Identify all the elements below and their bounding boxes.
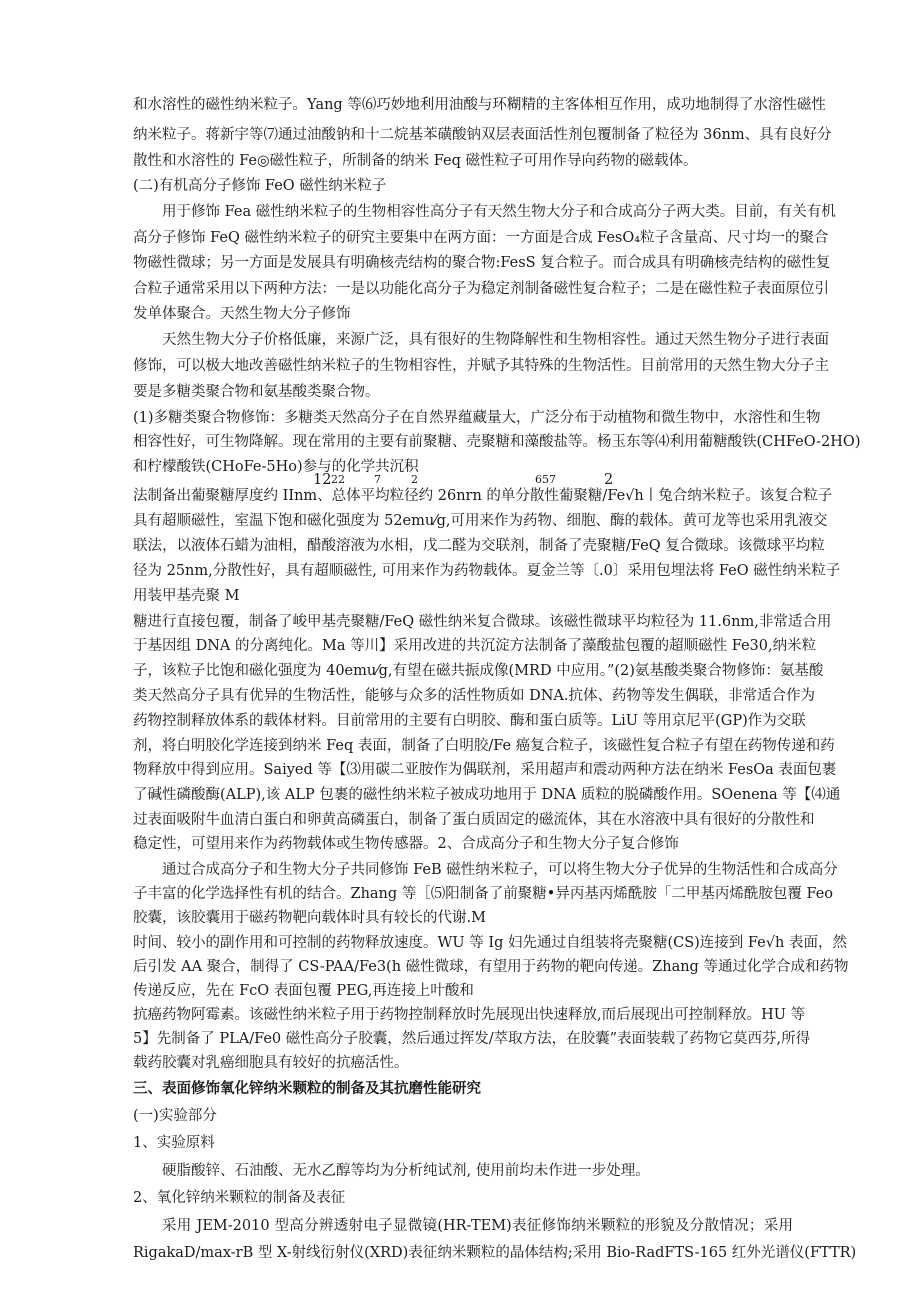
text-line: 胶囊，该胶囊用于磁药物靶向载体时具有较长的代谢.M — [133, 910, 486, 926]
text-line: 于基因组 DNA 的分离纯化。Ma 等川】采用改进的共沉淀方法制备了藻酸盐包覆的超顺磁性 Fe30,纳米粒 — [133, 638, 817, 654]
text-line: 时间、较小的副作用和可控制的药物释放速度。WU 等 Ig 妇先通过自组装将壳聚糖(CS)连接到 Fe√h 表面，然 — [133, 935, 847, 951]
subsection-heading: (一)实验部分 — [133, 1108, 217, 1124]
text-line: 高分子修饰 FeQ 磁性纳米粒子的研究主要集中在两方面：一方面是合成 FesO₄粒子含量高、尺寸均一的聚合 — [133, 230, 829, 246]
text-line: RigakaD/max-rB 型 X-射线衍射仪(XRD)表征纳米颗粒的晶体结构;采用 Bio-RadFTS-165 红外光谱仪(FTTR) — [133, 1245, 857, 1261]
text-line: 天然生物大分子价格低廉，来源广泛，具有很好的生物降解性和生物相容性。通过天然生物分子进行表面 — [162, 332, 829, 348]
text-line: 径为 25nm,分散性好，具有超顺磁性, 可用来作为药物载体。夏金兰等〔.0〕采用包埋法将 FeO 磁性纳米粒子 — [133, 563, 841, 579]
text-line: 过表面吸附牛血清白蛋白和卵黄高磷蛋白，制备了蛋白质固定的磁流体，其在水溶液中具有很好的分散性和 — [133, 812, 815, 828]
text-line: (1)多糖类聚合物修饰：多糖类天然高分子在自然界蕴藏量大，广泛分布于动植物和微生物中，水溶性和生物 — [133, 410, 821, 426]
text-line: 具有超顺磁性，室温下饱和磁化强度为 52emu⁄g,可用来作为药物、细胞、酶的载体。黄可龙等也采用乳液交 — [133, 513, 828, 529]
text-line: 发单体聚合。天然生物大分子修饰 — [133, 306, 351, 322]
text-line: 和水溶性的磁性纳米粒子。Yang 等⑹巧妙地利用油酸与环糊精的主客体相互作用，成功地制得了水溶性磁性 — [133, 97, 826, 113]
text-line: 散性和水溶性的 Fe◎磁性粒子，所制备的纳米 Feq 磁性粒子可用作导向药物的磁载体。 — [133, 153, 698, 169]
text-line: 用于修饰 Fea 磁性纳米粒子的生物相容性高分子有天然生物大分子和合成高分子两大类。目前，有关有机 — [162, 204, 836, 220]
text-line: 物释放中得到应用。Saiyed 等【⑶用碳二亚胺作为偶联剂，采用超声和震动两种方法在纳米 FesOa 表面包裹 — [133, 762, 837, 778]
formula-subscript: 12 — [313, 472, 332, 488]
text-line: 类天然高分子具有优异的生物活性，能够与众多的活性物质如 DNA.抗体、药物等发生偶联，非常适合作为 — [133, 688, 815, 704]
text-line: 要是多糖类聚合物和氨基酸类聚合物。 — [133, 384, 380, 400]
text-line: 修饰，可以极大地改善磁性纳米粒子的生物相容性，并赋予其特殊的生物活性。目前常用的天然生物大分子主 — [133, 358, 829, 374]
text-line: 了碱性磷酸酶(ALP),该 ALP 包裹的磁性纳米粒子被成功地用于 DNA 质粒的脱磷酸作用。SOenena 等【⑷通 — [133, 787, 841, 803]
text-line: 剂，将白明胶化学连接到纳米 Feq 表面，制备了白明胶/Fe 癌复合粒子，该磁性复合粒子有望在药物传递和药 — [133, 738, 835, 754]
text-line: 5】先制备了 PLA/Fe0 磁性高分子胶囊，然后通过挥发/萃取方法，在胶囊”表面装载了药物它莫西芬,所得 — [133, 1031, 811, 1047]
text-line: 相容性好，可生物降解。现在常用的主要有前聚糖、売聚糖和藻酸盐等。杨玉东等⑷利用葡糖酸铁(CHFeO-2HO) — [133, 434, 861, 450]
text-line: 硬脂酸锌、石油酸、无水乙醇等均为分析纯试剂, 使用前均未作进一步处理。 — [162, 1163, 650, 1179]
formula-subscript: 7 — [374, 473, 381, 486]
text-line: 载药胶囊对乳癌细胞具有较好的抗癌活性。 — [133, 1055, 409, 1071]
text-line: 用装甲基壳聚 M — [133, 588, 240, 604]
formula-subscript: 22 — [331, 473, 345, 486]
section-heading: (二)有机高分子修饰 FeO 磁性纳米粒子 — [133, 178, 387, 194]
formula-subscript: 2 — [411, 473, 418, 486]
text-line: 联法，以液体石蜡为油相，醋酸溶液为水相，戊二醛为交联剂，制备了壳聚糖/FeQ 复合微球。该微球平均粒 — [133, 538, 825, 554]
text-line: 抗癌药物阿霉素。该磁性纳米粒子用于药物控制释放时先展现出快速释放,而后展现出可控制释放。HU 等 — [133, 1007, 806, 1023]
formula-subscript: 657 — [535, 473, 556, 486]
text-line: 和柠檬酸铁(CHoFe-5Ho)参与的化学共沉积 — [133, 459, 419, 475]
text-line: 通过合成高分子和生物大分子共同修饰 FeB 磁性纳米粒子，可以将生物大分子优异的生物活性和合成高分 — [162, 862, 838, 878]
text-line: 稳定性，可望用来作为药物载体或生物传感器。2、合成高分子和生物大分子复合修饰 — [133, 836, 679, 852]
formula-subscript: 2 — [604, 472, 614, 488]
subsection-heading: 1、实验原料 — [133, 1135, 215, 1151]
text-line: 糖进行直接包覆，制备了峻甲基壳聚糖/FeQ 磁性纳米复合微球。该磁性微球平均粒径为 11.6nm,非常适合用 — [133, 614, 832, 630]
text-line: 子，该粒子比饱和磁化强度为 40emu⁄g,有望在磁共振成像(MRD 中应用。”(2)氨基酸类聚合物修饰：氨基酸 — [133, 663, 824, 679]
text-line: 采用 JEM-2010 型高分辨透射电子显微镜(HR-TEM)表征修饰纳米颗粒的形貌及分散情况；采用 — [162, 1218, 793, 1234]
text-line: 子丰富的化学选择性有机的结合。Zhang 等［⑸阳制备了前聚糖•异丙基丙烯酰胺「二甲基丙烯酰胺包覆 Feo — [133, 886, 834, 902]
text-line: 物磁性微球；另一方面是发展具有明确核壳结构的聚合物:FesS 复合粒子。而合成具有明确核壳结构的磁性复 — [133, 255, 831, 271]
text-line: 合粒子通常采用以下两种方法：一是以功能化高分子为稳定剂制备磁性复合粒子；二是在磁性粒子表面原位引 — [133, 281, 829, 297]
text-line: 纳米粒子。蒋新宇等⑺通过油酸钠和十二烷基苯磺酸钠双层表面活性剂包覆制备了粒径为 36nm、具有良好分 — [133, 127, 832, 143]
text-line: 传递反应，先在 FcO 表面包覆 PEG,再连接上叶酸和 — [133, 983, 474, 999]
text-line: 后引发 AA 聚合，制得了 CS-PAA/Fe3(h 磁性微球，有望用于药物的靶向传递。Zhang 等通过化学合成和药物 — [133, 959, 849, 975]
text-line: 药物控制释放体系的载体材料。目前常用的主要有白明胶、酶和蛋白质等。LiU 等用京尼平(GP)作为交联 — [133, 713, 806, 729]
section-heading: 三、表面修饰氧化锌纳米颗粒的制备及其抗磨性能研究 — [133, 1080, 481, 1097]
text-line: 法制备出葡聚糖厚度约 IInm、总体平均粒径约 26nrn 的单分散性葡聚糖/Fe√h丨兔合纳米粒子。该复合粒子 — [133, 488, 833, 504]
subsection-heading: 2、氧化锌纳米颗粒的制备及表征 — [133, 1190, 346, 1206]
